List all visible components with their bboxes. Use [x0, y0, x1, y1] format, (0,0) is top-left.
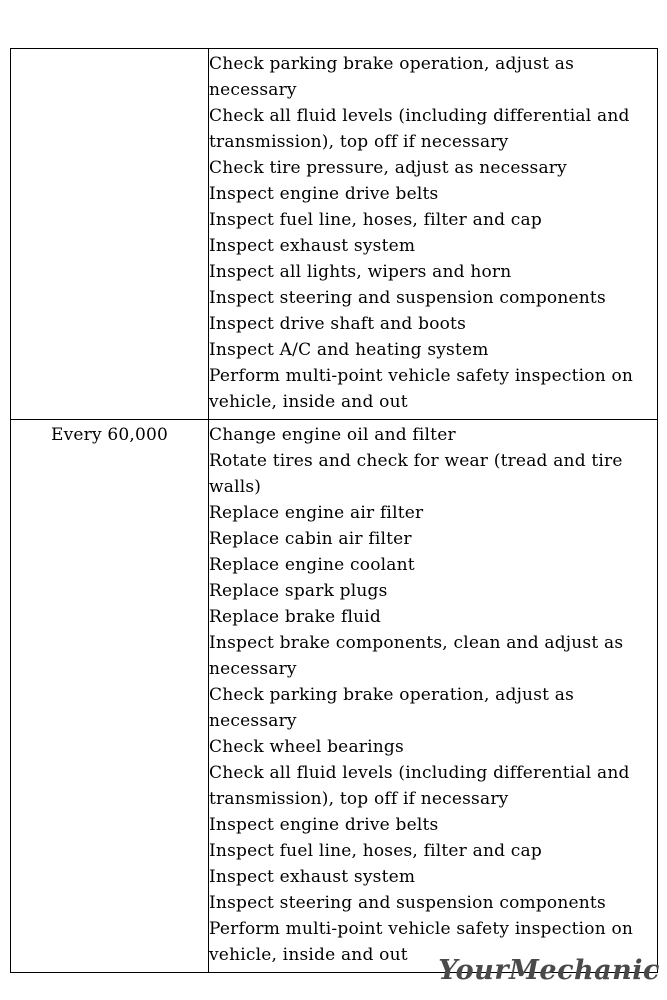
task-item: Rotate tires and check for wear (tread and tire walls)	[209, 451, 623, 497]
task-item: Perform multi-point vehicle safety inspection on vehicle, inside and out	[209, 366, 634, 412]
task-item: Perform multi-point vehicle safety inspection on vehicle, inside and out	[209, 919, 634, 965]
tasks-cell	[209, 49, 658, 420]
yourmechanic-logo: YourMechanic	[438, 955, 660, 986]
tasks-cell	[209, 420, 658, 973]
task-item: Replace engine air filter	[209, 503, 424, 523]
interval-cell	[11, 49, 209, 420]
task-item: Check all fluid levels (including differential and transmission), top off if necessary	[209, 106, 630, 152]
task-item: Inspect engine drive belts	[209, 815, 439, 835]
task-item: Inspect fuel line, hoses, filter and cap	[209, 841, 542, 861]
task-item: Inspect fuel line, hoses, filter and cap	[209, 210, 542, 230]
task-item: Inspect exhaust system	[209, 236, 416, 256]
task-item: Inspect steering and suspension components	[209, 288, 606, 308]
task-item: Check parking brake operation, adjust as necessary	[209, 54, 575, 100]
task-item: Inspect all lights, wipers and horn	[209, 262, 512, 282]
task-item: Inspect engine drive belts	[209, 184, 439, 204]
schedule-row	[11, 49, 658, 420]
task-item: Replace engine coolant	[209, 555, 415, 575]
schedule-row	[11, 420, 658, 973]
task-item: Change engine oil and filter	[209, 425, 456, 445]
task-item: Inspect drive shaft and boots	[209, 314, 467, 334]
task-item: Check wheel bearings	[209, 737, 404, 757]
maintenance-schedule-body	[11, 49, 658, 973]
task-item: Check parking brake operation, adjust as necessary	[209, 685, 575, 731]
interval-cell: Every 60,000	[11, 420, 209, 973]
task-item: Inspect steering and suspension components	[209, 893, 606, 913]
task-item: Inspect exhaust system	[209, 867, 416, 887]
task-item: Replace spark plugs	[209, 581, 388, 601]
task-item: Replace cabin air filter	[209, 529, 412, 549]
task-item: Inspect brake components, clean and adjust as necessary	[209, 633, 624, 679]
task-item: Inspect A/C and heating system	[209, 340, 489, 360]
task-item: Replace brake fluid	[209, 607, 382, 627]
task-item: Check tire pressure, adjust as necessary	[209, 158, 567, 178]
maintenance-schedule-table	[10, 48, 658, 973]
task-item: Check all fluid levels (including differential and transmission), top off if necessary	[209, 763, 630, 809]
